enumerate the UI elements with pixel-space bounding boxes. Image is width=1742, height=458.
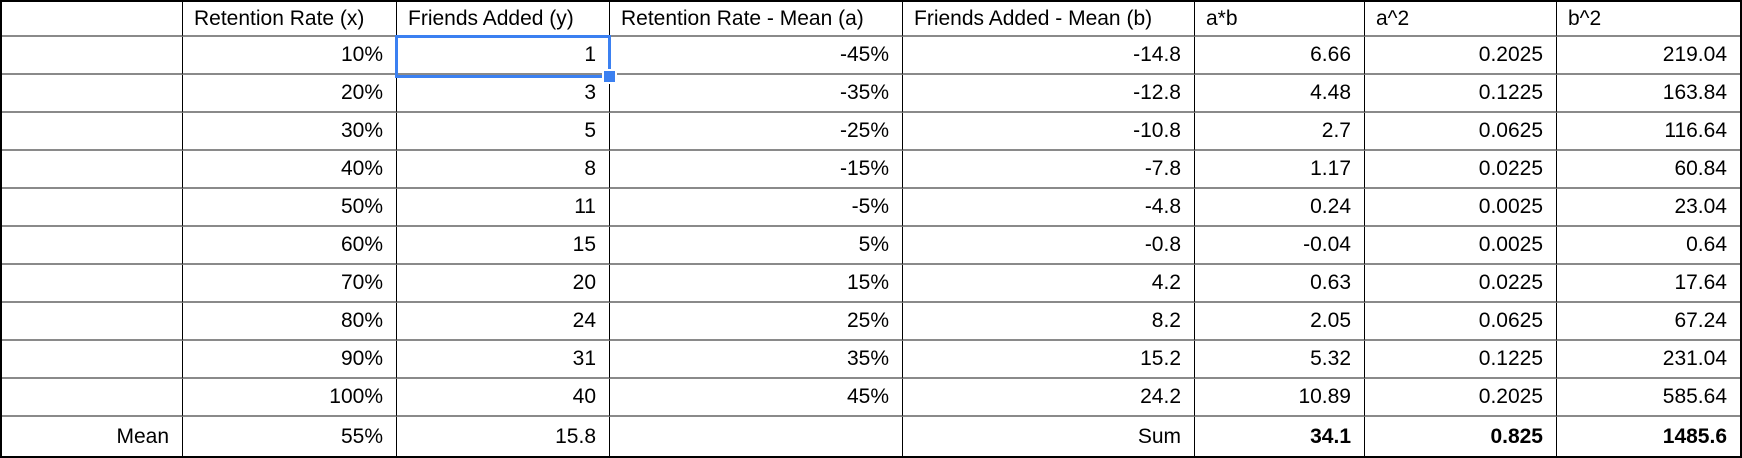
- cell[interactable]: 0.0025: [1365, 189, 1557, 227]
- cell[interactable]: 0.2025: [1365, 37, 1557, 75]
- column-header[interactable]: Retention Rate - Mean (a): [610, 2, 903, 37]
- cell[interactable]: [2, 341, 183, 379]
- cell[interactable]: 40: [397, 379, 610, 417]
- cell[interactable]: 60.84: [1557, 151, 1740, 189]
- cell[interactable]: [2, 379, 183, 417]
- cell[interactable]: 25%: [610, 303, 903, 341]
- column-header[interactable]: a^2: [1365, 2, 1557, 37]
- cell[interactable]: 15%: [610, 265, 903, 303]
- cell[interactable]: 15.2: [903, 341, 1195, 379]
- cell[interactable]: 40%: [183, 151, 397, 189]
- sum-label-cell[interactable]: Sum: [903, 417, 1195, 456]
- cell[interactable]: 11: [397, 189, 610, 227]
- cell[interactable]: 163.84: [1557, 75, 1740, 113]
- cell[interactable]: 0.63: [1195, 265, 1365, 303]
- cell[interactable]: 219.04: [1557, 37, 1740, 75]
- summary-cell[interactable]: 0.825: [1365, 417, 1557, 456]
- cell[interactable]: -7.8: [903, 151, 1195, 189]
- cell[interactable]: 4.2: [903, 265, 1195, 303]
- cell[interactable]: 17.64: [1557, 265, 1740, 303]
- cell[interactable]: 31: [397, 341, 610, 379]
- cell[interactable]: 70%: [183, 265, 397, 303]
- sheet-grid: [2, 2, 1740, 456]
- cell[interactable]: 67.24: [1557, 303, 1740, 341]
- cell[interactable]: 5.32: [1195, 341, 1365, 379]
- cell[interactable]: 0.0625: [1365, 303, 1557, 341]
- cell[interactable]: 8: [397, 151, 610, 189]
- column-header[interactable]: a*b: [1195, 2, 1365, 37]
- summary-cell[interactable]: 34.1: [1195, 417, 1365, 456]
- corner-cell[interactable]: [2, 2, 183, 37]
- cell[interactable]: 0.0625: [1365, 113, 1557, 151]
- cell[interactable]: 50%: [183, 189, 397, 227]
- cell[interactable]: -4.8: [903, 189, 1195, 227]
- cell[interactable]: 0.0225: [1365, 265, 1557, 303]
- cell[interactable]: -12.8: [903, 75, 1195, 113]
- cell[interactable]: [2, 113, 183, 151]
- column-header[interactable]: Retention Rate (x): [183, 2, 397, 37]
- cell[interactable]: 20: [397, 265, 610, 303]
- mean-label-cell[interactable]: Mean: [2, 417, 183, 456]
- summary-cell[interactable]: 15.8: [397, 417, 610, 456]
- cell[interactable]: 2.7: [1195, 113, 1365, 151]
- cell[interactable]: 20%: [183, 75, 397, 113]
- column-header[interactable]: Friends Added - Mean (b): [903, 2, 1195, 37]
- cell[interactable]: -0.04: [1195, 227, 1365, 265]
- cell[interactable]: 6.66: [1195, 37, 1365, 75]
- cell[interactable]: 30%: [183, 113, 397, 151]
- cell[interactable]: -15%: [610, 151, 903, 189]
- cell[interactable]: -10.8: [903, 113, 1195, 151]
- cell[interactable]: [2, 37, 183, 75]
- cell[interactable]: 80%: [183, 303, 397, 341]
- cell[interactable]: [2, 189, 183, 227]
- summary-cell[interactable]: [610, 417, 903, 456]
- cell[interactable]: 0.0025: [1365, 227, 1557, 265]
- cell[interactable]: 585.64: [1557, 379, 1740, 417]
- cell[interactable]: -14.8: [903, 37, 1195, 75]
- cell[interactable]: 5: [397, 113, 610, 151]
- cell[interactable]: 24.2: [903, 379, 1195, 417]
- cell[interactable]: 0.64: [1557, 227, 1740, 265]
- cell[interactable]: 45%: [610, 379, 903, 417]
- summary-cell[interactable]: 55%: [183, 417, 397, 456]
- cell[interactable]: 23.04: [1557, 189, 1740, 227]
- cell[interactable]: 15: [397, 227, 610, 265]
- cell[interactable]: [2, 227, 183, 265]
- cell[interactable]: 10%: [183, 37, 397, 75]
- cell[interactable]: 0.1225: [1365, 75, 1557, 113]
- cell[interactable]: 4.48: [1195, 75, 1365, 113]
- cell[interactable]: 35%: [610, 341, 903, 379]
- cell[interactable]: 5%: [610, 227, 903, 265]
- cell[interactable]: 0.1225: [1365, 341, 1557, 379]
- summary-cell[interactable]: 1485.6: [1557, 417, 1740, 456]
- cell[interactable]: 8.2: [903, 303, 1195, 341]
- cell[interactable]: [2, 303, 183, 341]
- cell[interactable]: -25%: [610, 113, 903, 151]
- cell[interactable]: 0.2025: [1365, 379, 1557, 417]
- cell[interactable]: -35%: [610, 75, 903, 113]
- cell[interactable]: [2, 151, 183, 189]
- cell[interactable]: [2, 75, 183, 113]
- cell[interactable]: -0.8: [903, 227, 1195, 265]
- cell[interactable]: 60%: [183, 227, 397, 265]
- cell[interactable]: 3: [397, 75, 610, 113]
- cell[interactable]: 1.17: [1195, 151, 1365, 189]
- cell[interactable]: 0.24: [1195, 189, 1365, 227]
- column-header[interactable]: b^2: [1557, 2, 1740, 37]
- cell[interactable]: 24: [397, 303, 610, 341]
- cell[interactable]: [2, 265, 183, 303]
- cell[interactable]: -5%: [610, 189, 903, 227]
- cell[interactable]: 100%: [183, 379, 397, 417]
- cell[interactable]: 116.64: [1557, 113, 1740, 151]
- cell[interactable]: 2.05: [1195, 303, 1365, 341]
- selected-cell[interactable]: 1: [397, 37, 610, 75]
- column-header[interactable]: Friends Added (y): [397, 2, 610, 37]
- cell[interactable]: 90%: [183, 341, 397, 379]
- cell[interactable]: -45%: [610, 37, 903, 75]
- cell[interactable]: 10.89: [1195, 379, 1365, 417]
- cell[interactable]: 0.0225: [1365, 151, 1557, 189]
- cell[interactable]: 231.04: [1557, 341, 1740, 379]
